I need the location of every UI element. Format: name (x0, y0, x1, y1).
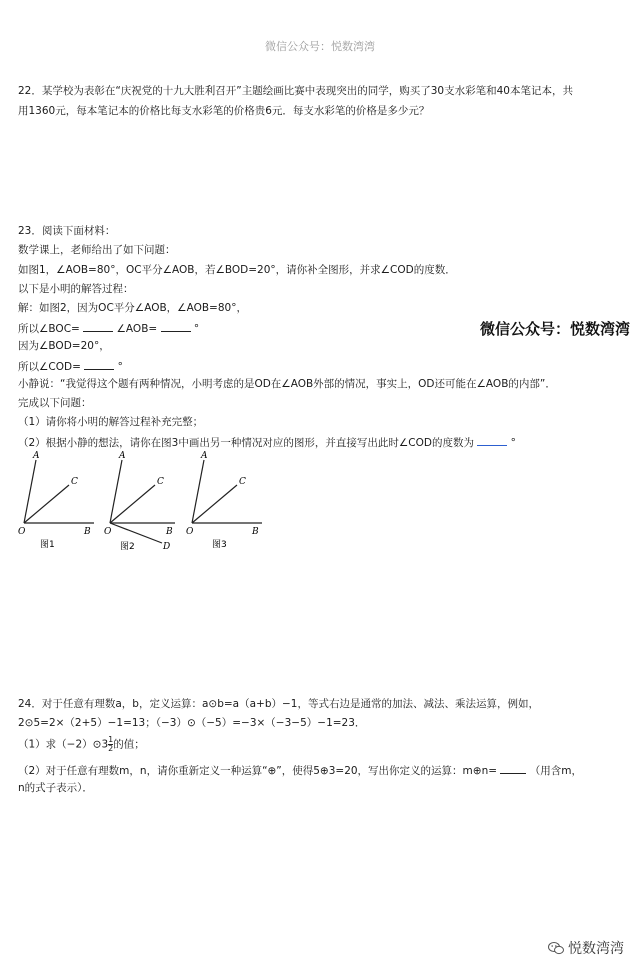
q23-line5: 解：如图2，因为OC平分∠AOB，∠AOB=80°， (18, 302, 247, 314)
q22-line2: 用1360元，每本笔记本的价格比每支水彩笔的价格贵6元．每支水彩笔的价格是多少元？ (18, 105, 430, 117)
q24-line2: 2⊙5=2×（2+5）−1=13；（−3）⊙（−5）=−3×（−3−5）−1=23． (18, 717, 366, 729)
q23-line12-b: ° (510, 437, 516, 449)
fig2-label-c: C (157, 477, 164, 487)
figure-2 (100, 450, 190, 550)
q23-line6-c: ° (193, 323, 200, 335)
q23-line11: （1）请你将小明的解答过程补充完整； (18, 416, 204, 428)
fraction-denominator: 2 (108, 744, 114, 753)
wechat-icon (548, 941, 564, 955)
footer-logo-text: 悦数湾湾 (568, 941, 624, 957)
q23-title: 23．阅读下面材料： (18, 225, 116, 237)
q23-line3: 如图1，∠AOB=80°，OC平分∠AOB，若∠BOD=20°，请你补全图形，并求∠COD的度数． (18, 264, 456, 276)
watermark-top: 微信公众号：悦数湾湾 (265, 40, 375, 53)
q23-line8-a: 所以∠COD= (18, 361, 81, 373)
q23-line8-b: ° (117, 361, 123, 373)
q23-line8 (18, 358, 123, 374)
fig3-caption: 图3 (212, 540, 227, 550)
q23-line2: 数学课上，老师给出了如下问题： (18, 244, 176, 256)
fig1-label-o: O (18, 527, 26, 537)
q23-line6-a: 所以∠BOC= (18, 323, 80, 335)
q24-line5: n的式子表示）． (18, 782, 93, 794)
q23-line4: 以下是小明的解答过程： (18, 283, 134, 295)
fig3-label-b: B (252, 527, 259, 537)
q24-line4 (18, 762, 582, 778)
fig2-label-a: A (119, 451, 126, 461)
q23-line6-b: ∠AOB= (116, 323, 158, 335)
fig1-label-a: A (33, 451, 40, 461)
fig2-label-b: B (166, 527, 173, 537)
fig3-label-a: A (201, 451, 208, 461)
answer-blank-4[interactable] (477, 434, 507, 446)
q23-line12 (18, 434, 516, 450)
q24-line3 (18, 736, 145, 753)
fig1-label-b: B (84, 527, 91, 537)
q24-line4-b: （用含m， (529, 765, 582, 777)
fig3-label-c: C (239, 477, 246, 487)
fig2-caption: 图2 (120, 542, 135, 550)
q24-line3-b: 的值； (113, 738, 145, 751)
figure-3 (182, 450, 272, 550)
q23-line10: 完成以下问题： (18, 397, 92, 409)
fig3-label-o: O (186, 527, 194, 537)
answer-blank-2[interactable] (161, 320, 191, 332)
fraction-numerator: 1 (108, 735, 114, 744)
fig2-label-o: O (104, 527, 112, 537)
q24-line1: 24．对于任意有理数a，b，定义运算：a⊙b=a（a+b）−1，等式右边是通常的加法、减法、乘法运算，例如， (18, 698, 539, 710)
q24-line3-a: （1）求（−2）⊙3 (18, 738, 109, 751)
answer-blank-1[interactable] (83, 320, 113, 332)
q23-line6 (18, 320, 199, 336)
q23-line9: 小静说：“我觉得这个题有两种情况，小明考虑的是OD在∠AOB外部的情况，事实上，OD还可能在∠AOB的内部”． (18, 378, 556, 390)
fig1-caption: 图1 (40, 540, 55, 550)
answer-blank-5[interactable] (500, 762, 526, 774)
q23-line7: 因为∠BOD=20°， (18, 340, 110, 352)
watermark-side: 微信公众号：悦数湾湾 (479, 320, 630, 338)
fig1-label-c: C (71, 477, 78, 487)
q22-line1: 22．某学校为表彰在“庆祝党的十九大胜利召开”主题绘画比赛中表现突出的同学，购买了30支水彩笔和40本笔记本，共 (18, 85, 573, 97)
fig2-label-d: D (163, 542, 171, 550)
answer-blank-3[interactable] (84, 358, 114, 370)
footer-logo (548, 938, 624, 958)
q24-line4-a: （2）对于任意有理数m，n，请你重新定义一种运算“⊕”，使得5⊕3=20，写出你定义的运算：m⊕n= (18, 765, 498, 777)
figure-1 (14, 450, 104, 550)
q23-line12-a: （2）根据小静的想法，请你在图3中画出另一种情况对应的图形，并直接写出此时∠COD的度数为 (18, 437, 474, 449)
